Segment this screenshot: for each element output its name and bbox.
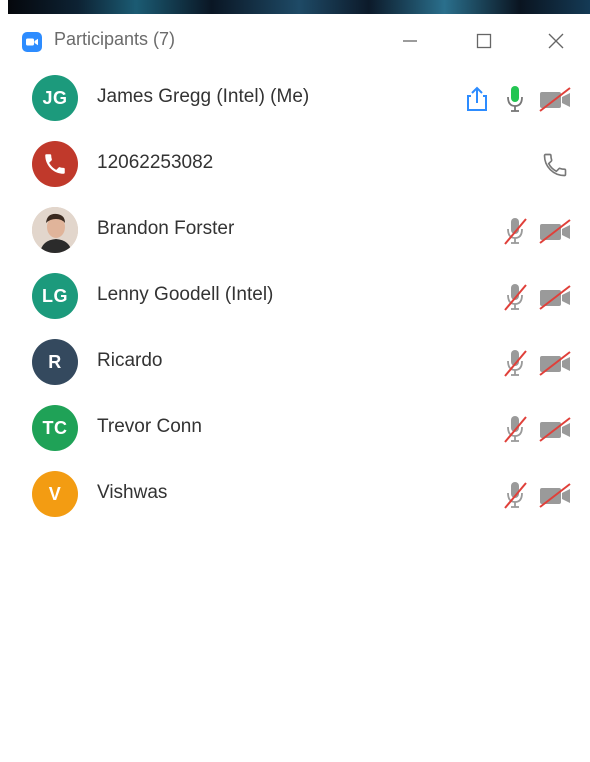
avatar <box>32 75 78 121</box>
avatar-initials: V <box>48 483 62 504</box>
close-icon <box>547 32 565 50</box>
avatar-initials: TC <box>42 417 68 438</box>
video-off-icon[interactable] <box>536 347 574 379</box>
mic-on-icon[interactable] <box>498 83 532 115</box>
minimize-icon <box>401 32 419 50</box>
avatar <box>32 339 78 385</box>
avatar <box>32 405 78 451</box>
video-off-icon[interactable] <box>536 413 574 445</box>
mic-muted-icon[interactable] <box>498 413 532 445</box>
maximize-icon <box>475 32 493 50</box>
participant-name: 12062253082 <box>97 152 214 173</box>
avatar <box>32 141 78 187</box>
participant-name: Trevor Conn <box>97 416 202 437</box>
participant-row[interactable] <box>8 198 590 262</box>
mic-muted-icon[interactable] <box>498 479 532 511</box>
participant-name: Lenny Goodell (Intel) <box>97 284 274 305</box>
participant-row[interactable] <box>8 132 590 196</box>
minimize-button[interactable] <box>388 22 432 60</box>
participant-row[interactable] <box>8 396 590 460</box>
avatar-photo <box>32 207 78 253</box>
title-bar <box>8 14 590 66</box>
video-off-icon[interactable] <box>536 215 574 247</box>
window-title: Participants (7) <box>54 29 176 49</box>
mic-muted-icon[interactable] <box>498 281 532 313</box>
video-off-icon[interactable] <box>536 479 574 511</box>
avatar-initials: LG <box>42 285 68 306</box>
phone-icon[interactable] <box>538 149 572 181</box>
avatar-initials: JG <box>42 87 68 108</box>
participant-row[interactable] <box>8 264 590 328</box>
avatar <box>32 471 78 517</box>
video-off-icon[interactable] <box>536 83 574 115</box>
close-button[interactable] <box>534 22 578 60</box>
participant-row[interactable] <box>8 66 590 130</box>
video-off-icon[interactable] <box>536 281 574 313</box>
desktop-background-strip <box>8 0 590 14</box>
participant-row[interactable] <box>8 462 590 526</box>
maximize-button[interactable] <box>462 22 506 60</box>
mic-muted-icon[interactable] <box>498 347 532 379</box>
participant-name: Ricardo <box>97 350 163 371</box>
avatar <box>32 273 78 319</box>
participant-row[interactable] <box>8 330 590 394</box>
phone-avatar-icon <box>42 151 68 177</box>
zoom-app-icon <box>22 32 42 52</box>
participant-name: Brandon Forster <box>97 218 235 239</box>
avatar-initials: R <box>48 351 62 372</box>
share-screen-icon[interactable] <box>460 83 494 115</box>
mic-muted-icon[interactable] <box>498 215 532 247</box>
participant-name: James Gregg (Intel) (Me) <box>97 86 310 107</box>
participant-name: Vishwas <box>97 482 168 503</box>
